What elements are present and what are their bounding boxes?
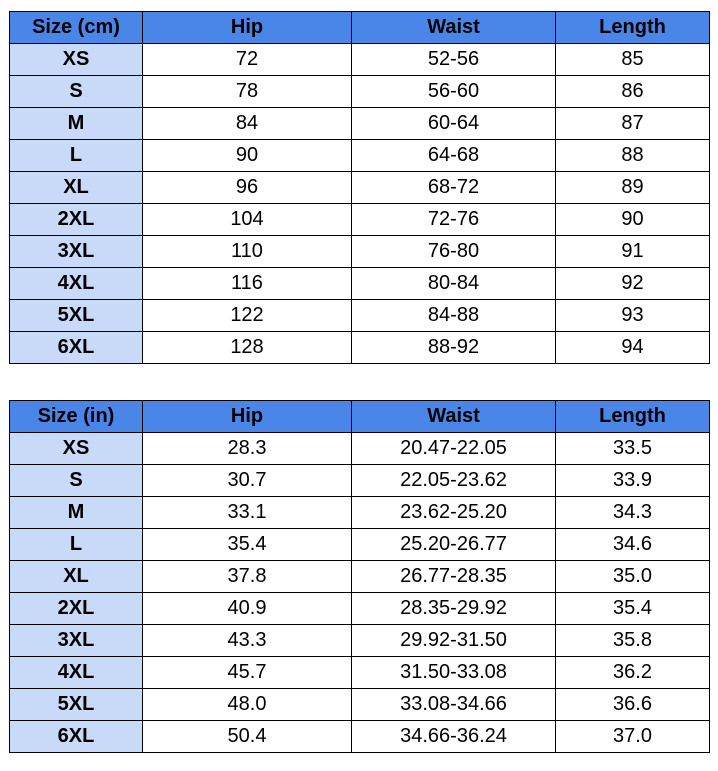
hip-cell: 72 [143,44,352,76]
size-cell: 6XL [10,332,143,364]
hip-cell: 116 [143,268,352,300]
hip-cell: 122 [143,300,352,332]
table-row [10,593,710,625]
waist-cell: 29.92-31.50 [352,625,556,657]
waist-cell: 31.50-33.08 [352,657,556,689]
header-hip: Hip [143,401,352,433]
size-cell: 3XL [10,236,143,268]
table-row [10,172,710,204]
length-cell: 36.6 [556,689,710,721]
length-cell: 33.9 [556,465,710,497]
waist-cell: 26.77-28.35 [352,561,556,593]
table-row [10,657,710,689]
hip-cell: 43.3 [143,625,352,657]
size-cell: 5XL [10,689,143,721]
hip-cell: 128 [143,332,352,364]
waist-cell: 84-88 [352,300,556,332]
length-cell: 37.0 [556,721,710,753]
table-row [10,76,710,108]
length-cell: 93 [556,300,710,332]
size-cell: 2XL [10,204,143,236]
size-cell: S [10,465,143,497]
size-cell: XS [10,433,143,465]
header-row [10,12,710,44]
length-cell: 35.8 [556,625,710,657]
table-row [10,44,710,76]
hip-cell: 37.8 [143,561,352,593]
length-cell: 85 [556,44,710,76]
table-row [10,561,710,593]
length-cell: 89 [556,172,710,204]
size-cell: XL [10,172,143,204]
table-row [10,497,710,529]
waist-cell: 88-92 [352,332,556,364]
size-cell: L [10,140,143,172]
waist-cell: 52-56 [352,44,556,76]
table-header [10,12,710,44]
waist-cell: 22.05-23.62 [352,465,556,497]
header-row [10,401,710,433]
waist-cell: 76-80 [352,236,556,268]
header-waist: Waist [352,12,556,44]
table-row [10,204,710,236]
length-cell: 86 [556,76,710,108]
table-row [10,465,710,497]
length-cell: 33.5 [556,433,710,465]
size-cell: M [10,497,143,529]
table-row [10,268,710,300]
length-cell: 94 [556,332,710,364]
size-cell: 4XL [10,268,143,300]
table-body [10,44,710,364]
length-cell: 34.6 [556,529,710,561]
size-cell: XL [10,561,143,593]
hip-cell: 110 [143,236,352,268]
waist-cell: 28.35-29.92 [352,593,556,625]
hip-cell: 40.9 [143,593,352,625]
table-row [10,332,710,364]
length-cell: 91 [556,236,710,268]
length-cell: 92 [556,268,710,300]
hip-cell: 30.7 [143,465,352,497]
table-row [10,108,710,140]
header-length: Length [556,401,710,433]
waist-cell: 68-72 [352,172,556,204]
hip-cell: 33.1 [143,497,352,529]
waist-cell: 64-68 [352,140,556,172]
hip-cell: 104 [143,204,352,236]
waist-cell: 60-64 [352,108,556,140]
table-row [10,689,710,721]
size-cell: 5XL [10,300,143,332]
length-cell: 90 [556,204,710,236]
length-cell: 88 [556,140,710,172]
waist-cell: 56-60 [352,76,556,108]
hip-cell: 45.7 [143,657,352,689]
table-row [10,625,710,657]
length-cell: 35.0 [556,561,710,593]
table-body [10,433,710,753]
length-cell: 34.3 [556,497,710,529]
size-cell: 3XL [10,625,143,657]
length-cell: 87 [556,108,710,140]
size-cell: M [10,108,143,140]
table-row [10,236,710,268]
table-row [10,721,710,753]
hip-cell: 35.4 [143,529,352,561]
header-hip: Hip [143,12,352,44]
waist-cell: 34.66-36.24 [352,721,556,753]
header-size: Size (in) [10,401,143,433]
waist-cell: 80-84 [352,268,556,300]
table-row [10,529,710,561]
size-cell: 6XL [10,721,143,753]
table-row [10,300,710,332]
size-cell: 4XL [10,657,143,689]
hip-cell: 96 [143,172,352,204]
hip-cell: 78 [143,76,352,108]
table-header [10,401,710,433]
length-cell: 36.2 [556,657,710,689]
length-cell: 35.4 [556,593,710,625]
waist-cell: 23.62-25.20 [352,497,556,529]
header-waist: Waist [352,401,556,433]
waist-cell: 72-76 [352,204,556,236]
hip-cell: 28.3 [143,433,352,465]
table-row [10,140,710,172]
waist-cell: 25.20-26.77 [352,529,556,561]
size-table-in [9,400,710,753]
size-cell: XS [10,44,143,76]
waist-cell: 33.08-34.66 [352,689,556,721]
size-table-cm [9,11,710,364]
hip-cell: 90 [143,140,352,172]
size-cell: S [10,76,143,108]
size-cell: L [10,529,143,561]
hip-cell: 84 [143,108,352,140]
header-length: Length [556,12,710,44]
size-cell: 2XL [10,593,143,625]
hip-cell: 50.4 [143,721,352,753]
header-size: Size (cm) [10,12,143,44]
table-row [10,433,710,465]
hip-cell: 48.0 [143,689,352,721]
waist-cell: 20.47-22.05 [352,433,556,465]
